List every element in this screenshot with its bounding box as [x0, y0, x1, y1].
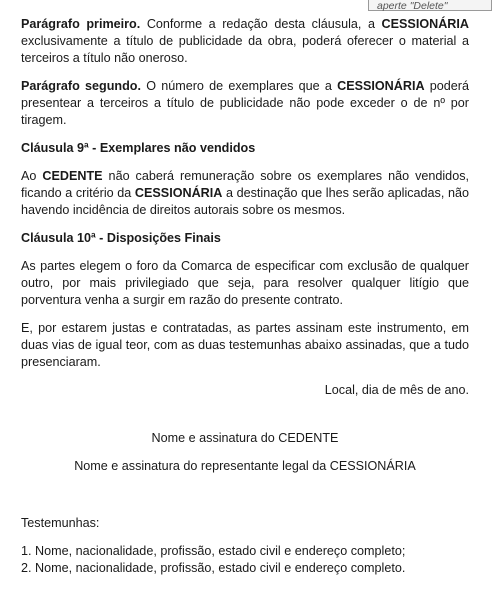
paragraph-second [21, 78, 469, 129]
witness-line-1: 1. Nome, nacionalidade, profissão, estado civil e endereço completo; [21, 544, 406, 558]
paragraph-first [21, 16, 469, 67]
signature-cedente: Nome e assinatura do CEDENTE [151, 431, 339, 445]
clause-10-text: As partes elegem o foro da Comarca de especificar com exclusão de qualquer outro, por mais privilegiado que seja, para resolver qualquer litígio que porventura venha a surgir em razão do presente contrato. [21, 259, 469, 307]
signature-cessionaria: Nome e assinatura do representante legal da CESSIONÁRIA [74, 459, 416, 473]
delete-hint-text: aperte "Delete" [377, 0, 448, 12]
paragraph-first-lead: Parágrafo primeiro. [21, 17, 141, 31]
paragraph-first-cessionaria: CESSIONÁRIA [381, 17, 469, 31]
paragraph-second-text-2: poderá presentear a terceiros a título de publicidade não pode exceder o de nº por tiragem. [21, 79, 469, 127]
clause-9-cessionaria: CESSIONÁRIA [134, 186, 223, 200]
paragraph-second-lead: Parágrafo segundo. [21, 79, 141, 93]
contract-document [21, 16, 469, 577]
paragraph-first-text-1: Conforme a redação desta cláusula, a [140, 17, 382, 31]
closing-paragraph: E, por estarem justas e contratadas, as partes assinam este instrumento, em duas vias de igual teor, com as duas testemunhas abaixo assinadas, que a tudo presenciaram. [21, 321, 469, 369]
paragraph-second-cessionaria: CESSIONÁRIA [337, 79, 425, 93]
clause-9-text-3: a destinação que lhes serão aplicadas, não havendo incidência de direitos autorais sobre os mesmos. [21, 186, 469, 217]
paragraph-first-text-2: exclusivamente a título de publicidade da obra, poderá oferecer o material a terceiros a título não oneroso. [21, 34, 469, 65]
delete-hint-box [368, 0, 492, 11]
clause-9-text-1: Ao [21, 169, 43, 183]
clause-9-text-2: não caberá remuneração sobre os exemplares não vendidos, ficando a critério da [21, 169, 469, 200]
witnesses-title: Testemunhas: [21, 516, 100, 530]
clause-9-cedente: CEDENTE [42, 169, 103, 183]
paragraph-second-text-1: O número de exemplares que a [140, 79, 338, 93]
witness-line-2: 2. Nome, nacionalidade, profissão, estado civil e endereço completo. [21, 561, 406, 575]
clause-9-heading: Cláusula 9ª - Exemplares não vendidos [21, 141, 256, 155]
clause-9-text [21, 168, 469, 219]
clause-10-heading: Cláusula 10ª - Disposições Finais [21, 231, 221, 245]
place-date: Local, dia de mês de ano. [324, 383, 469, 397]
